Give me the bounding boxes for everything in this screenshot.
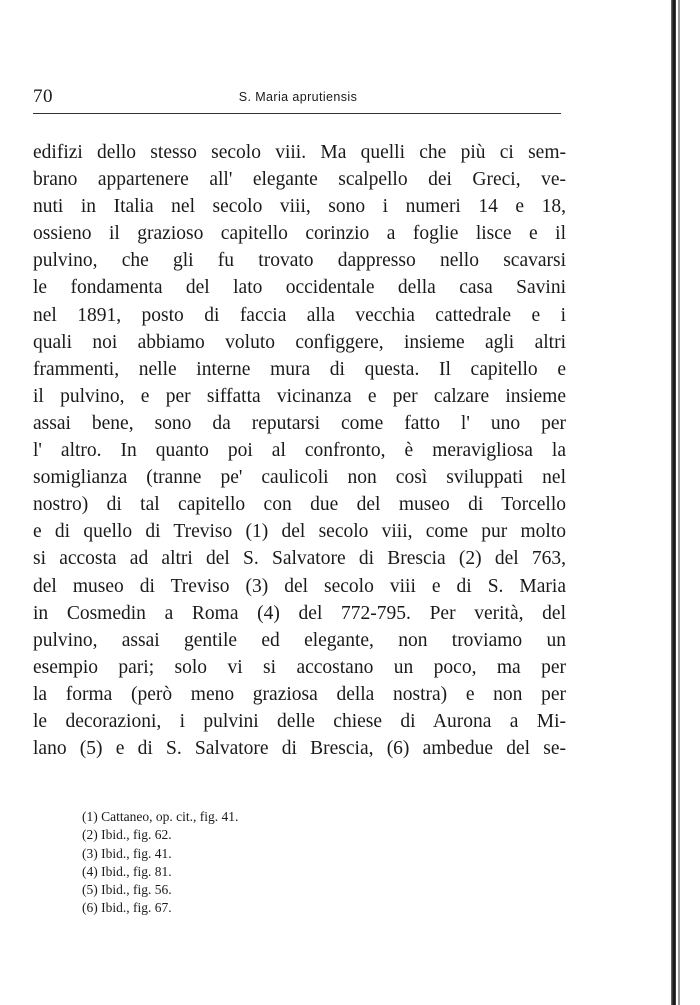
text-line: pulvino, che gli fu trovato dappresso nello scavarsi [33, 250, 566, 272]
text-line: pulvino, assai gentile ed elegante, non troviamo un [33, 629, 566, 651]
footnote: (4) Ibid., fig. 81. [82, 863, 172, 879]
header-rule [33, 113, 561, 114]
body-text [33, 139, 566, 762]
text-line: la forma (però meno graziosa della nostra) e non per [33, 683, 566, 705]
footnote: (6) Ibid., fig. 67. [82, 900, 172, 916]
text-line: ossieno il grazioso capitello corinzio a foglie lisce e il [33, 223, 566, 245]
text-line: somiglianza (tranne pe' caulicoli non così sviluppati nel [33, 467, 566, 489]
footnote: (5) Ibid., fig. 56. [82, 882, 172, 898]
text-line: lano (5) e di S. Salvatore di Brescia, (6) ambedue del se- [33, 738, 566, 760]
text-line: si accosta ad altri del S. Salvatore di Brescia (2) del 763, [33, 548, 566, 570]
text-line: le fondamenta del lato occidentale della casa Savini [33, 277, 566, 299]
footnote: (1) Cattaneo, op. cit., fig. 41. [82, 809, 239, 824]
footnote: (3) Ibid., fig. 41. [82, 845, 172, 861]
text-line: nostro) di tal capitello con due del museo di Torcello [33, 494, 566, 516]
text-line: nuti in Italia nel secolo viii, sono i numeri 14 e 18, [33, 196, 566, 218]
text-line: brano appartenere all' elegante scalpello dei Greci, ve- [33, 169, 566, 191]
text-line: esempio pari; solo vi si accostano un poco, ma per [33, 656, 566, 678]
text-line: frammenti, nelle interne mura di questa. Il capitello e [33, 358, 566, 380]
text-line: assai bene, sono da reputarsi come fatto l' uno per [33, 412, 566, 434]
text-line: nel 1891, posto di faccia alla vecchia cattedrale e i [33, 304, 566, 326]
text-line: e di quello di Treviso (1) del secolo viii, come pur molto [33, 521, 566, 543]
binding-shadow [671, 0, 676, 1005]
text-line: del museo di Treviso (3) del secolo viii e di S. Maria [33, 575, 566, 597]
text-line: l' altro. In quanto poi al confronto, è meravigliosa la [33, 440, 566, 462]
text-line: quali noi abbiamo voluto configgere, insieme agli altri [33, 331, 566, 353]
text-line: edifizi dello stesso secolo viii. Ma quelli che più ci sem- [33, 142, 566, 163]
page-edge [663, 0, 700, 1005]
text-line: il pulvino, e per siffatta vicinanza e per calzare insieme [33, 385, 566, 407]
footnote: (2) Ibid., fig. 62. [82, 827, 172, 843]
footnotes [82, 808, 402, 918]
text-line: le decorazioni, i pulvini delle chiese di Aurona a Mi- [33, 710, 566, 732]
running-title: S. Maria aprutiensis [238, 90, 358, 104]
page-number: 70 [33, 86, 53, 107]
text-line: in Cosmedin a Roma (4) del 772-795. Per verità, del [33, 602, 566, 624]
page-header [33, 86, 563, 108]
binding-edge [678, 0, 680, 1005]
